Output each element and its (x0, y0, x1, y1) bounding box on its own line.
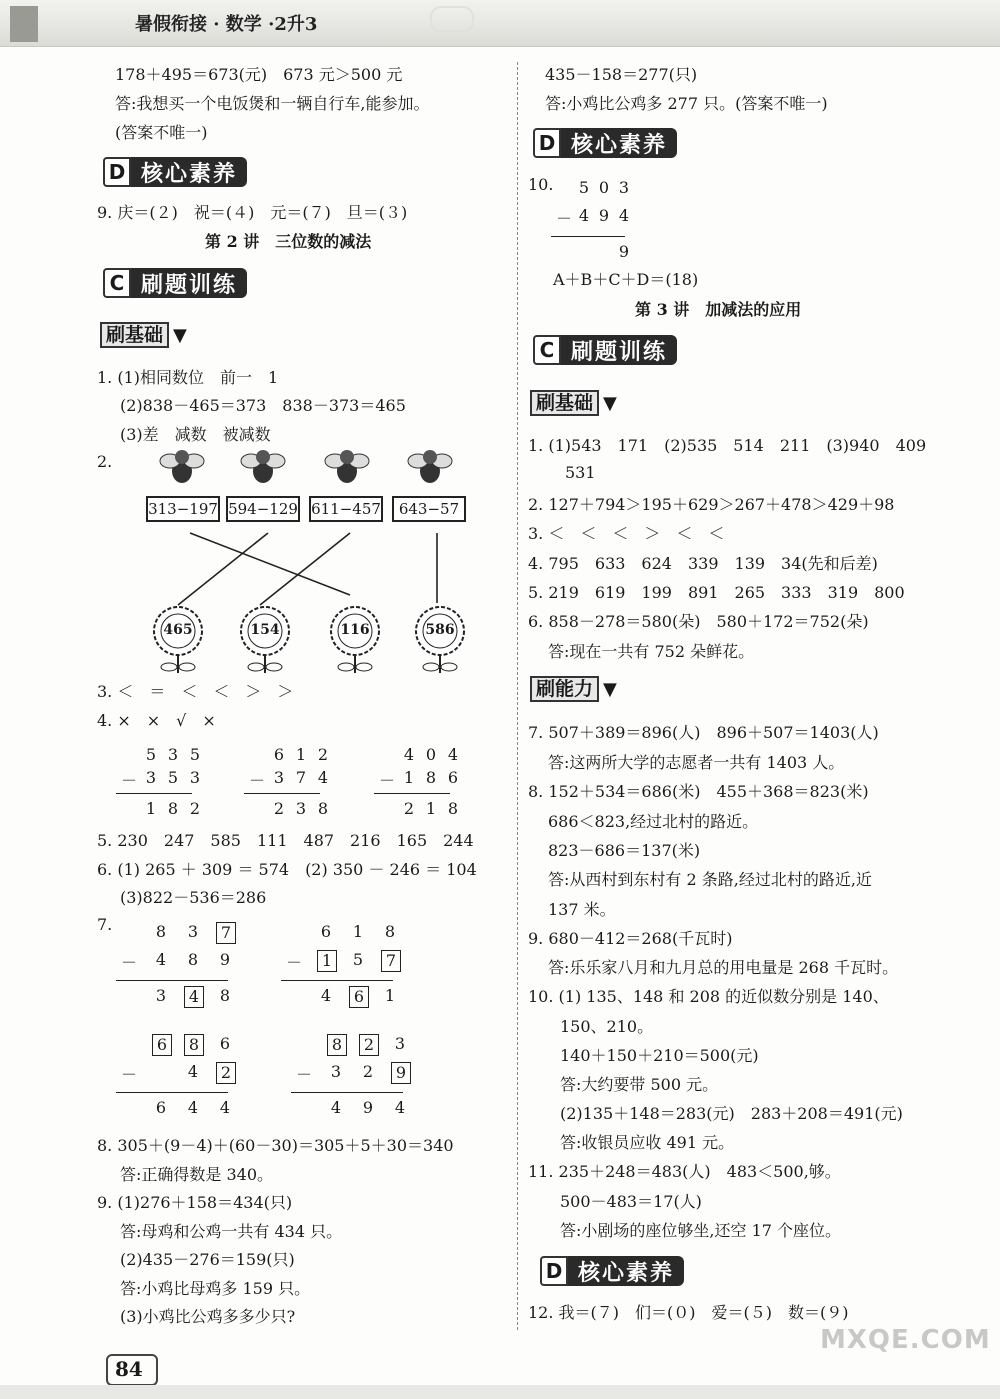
digit: 4 (578, 206, 590, 225)
answer-line: 686＜823,经过北村的路近。 (548, 812, 759, 831)
minus-sign: － (285, 953, 302, 972)
answer-line: 答:大约要带 500 元。 (560, 1075, 719, 1094)
flower-number: 116 (340, 622, 370, 638)
answer-line: 531 (565, 463, 596, 482)
digit: 6 (447, 768, 459, 787)
minus-sign: － (120, 1065, 137, 1084)
digit: 8 (219, 986, 231, 1005)
section-heading-core (540, 1256, 684, 1286)
boxed-digit: 7 (381, 950, 401, 972)
answer-line: (3)小鸡比公鸡多多少只? (120, 1307, 296, 1326)
subsection-basic (100, 322, 187, 348)
digit: 5 (578, 178, 590, 197)
boxed-digit: 8 (327, 1034, 347, 1056)
minus-sign: － (120, 771, 137, 790)
digit: 8 (167, 799, 179, 818)
result-line (291, 1092, 403, 1093)
flower-icon (154, 607, 202, 673)
result-line (281, 980, 393, 981)
expression-box: 643−57 (392, 496, 466, 522)
column-divider (517, 62, 518, 1330)
digit: 6 (155, 1098, 167, 1117)
answer-line: 8. 152＋534＝686(米) 455＋368＝823(米) (528, 782, 869, 801)
answer-line: 10. (1) 135、148 和 208 的近似数分别是 140、 (528, 987, 889, 1006)
digit: 1 (384, 986, 396, 1005)
answer-line: 答:小剧场的座位够坐,还空 17 个座位。 (560, 1221, 842, 1240)
result-line (374, 793, 450, 794)
answer-line: 答:正确得数是 340。 (120, 1165, 274, 1184)
digit: 3 (618, 178, 630, 197)
section-letter: D (533, 128, 561, 158)
question-number: 10. (528, 175, 554, 194)
digit: 5 (145, 745, 157, 764)
subsection-label: 刷基础 (100, 322, 169, 348)
digit: 3 (189, 768, 201, 787)
answer-line: 1. (1)相同数位 前一 1 (97, 368, 279, 387)
digit: 6 (320, 922, 332, 941)
answer-line: 8. 305＋(9－4)＋(60－30)＝305＋5＋30＝340 (97, 1136, 454, 1155)
boxed-digit: 6 (349, 986, 369, 1008)
boxed-digit: 4 (184, 986, 204, 1008)
section-heading-practice (533, 335, 677, 365)
flower-number: 465 (163, 622, 193, 638)
minus-sign: － (120, 953, 137, 972)
lecture-title: 第 2 讲 三位数的减法 (205, 232, 372, 251)
digit: 2 (317, 745, 329, 764)
digit: 9 (219, 950, 231, 969)
answer-line: 答:母鸡和公鸡一共有 434 只。 (120, 1222, 343, 1241)
digit: 7 (295, 768, 307, 787)
section-name: 核心素养 (568, 1256, 684, 1286)
section-name: 核心素养 (561, 128, 677, 158)
boxed-digit: 2 (216, 1062, 236, 1084)
expression-box: 594−129 (226, 496, 300, 522)
section-heading-core (103, 157, 247, 187)
flower-icons (154, 607, 464, 673)
digit: 9 (618, 242, 630, 261)
flower-icon (241, 607, 289, 673)
page-number: 84 (115, 1357, 143, 1381)
answer-line: 823－686＝137(米) (548, 841, 701, 860)
digit: 8 (317, 799, 329, 818)
result-line (551, 236, 625, 237)
section-letter: D (103, 157, 131, 187)
digit: 1 (295, 745, 307, 764)
digit: 3 (145, 768, 157, 787)
digit: 3 (295, 799, 307, 818)
result-line (116, 793, 192, 794)
result-line (116, 1092, 228, 1093)
digit: 1 (352, 922, 364, 941)
section-heading-practice (103, 268, 247, 298)
header-title: 暑假衔接 · 数学 ·2升3 (135, 14, 318, 35)
digit: 4 (317, 768, 329, 787)
minus-sign: － (295, 1065, 312, 1084)
digit: 2 (189, 799, 201, 818)
answer-line: 答:这两所大学的志愿者一共有 1403 人。 (548, 753, 845, 772)
digit: 4 (394, 1098, 406, 1117)
result-line (244, 793, 320, 794)
flower-number: 586 (425, 622, 455, 638)
question-number: 7. (97, 915, 113, 934)
header-decoration (10, 6, 38, 42)
bee-icon (325, 450, 369, 483)
digit: 4 (618, 206, 630, 225)
answer-line: (3)差 减数 被减数 (120, 425, 271, 444)
minus-sign: － (248, 771, 265, 790)
answer-line: 答:小鸡比公鸡多 277 只。(答案不唯一) (545, 94, 828, 113)
digit: 4 (320, 986, 332, 1005)
minus-sign: － (378, 771, 395, 790)
answer-line: 150、210。 (560, 1017, 654, 1036)
answer-line: 3. ＜ ＜ ＜ ＞ ＜ ＜ (528, 524, 725, 543)
digit: 4 (219, 1098, 231, 1117)
digit: 6 (273, 745, 285, 764)
subsection-label: 刷基础 (530, 390, 599, 416)
digit: 4 (155, 950, 167, 969)
answer-line: 答:我想买一个电饭煲和一辆自行车,能参加。 (115, 94, 430, 113)
triangle-down-icon: ▼ (173, 324, 187, 346)
answer-line: (3)822－536＝286 (120, 888, 267, 907)
answer-line: A＋B＋C＋D＝(18) (553, 270, 699, 289)
header-ornament (430, 6, 474, 32)
flower-icon (331, 607, 379, 673)
answer-line: 答:乐乐家八月和九月总的用电量是 268 千瓦时。 (548, 958, 899, 977)
lecture-title: 第 3 讲 加减法的应用 (635, 300, 802, 319)
section-letter: C (533, 335, 561, 365)
expression-box: 611−457 (309, 496, 383, 522)
boxed-digit: 8 (184, 1034, 204, 1056)
digit: 8 (425, 768, 437, 787)
answer-line: 1. (1)543 171 (2)535 514 211 (3)940 409 (528, 436, 927, 455)
triangle-down-icon: ▼ (603, 392, 617, 414)
digit: 3 (330, 1062, 342, 1081)
answer-line: 3. ＜ ＝ ＜ ＜ ＞ ＞ (97, 682, 294, 701)
boxed-digit: 6 (152, 1034, 172, 1056)
answer-line: (2)435－276＝159(只) (120, 1250, 295, 1269)
answer-line: (答案不唯一) (115, 123, 208, 142)
bee-icons (160, 450, 452, 483)
answer-line: 435－158＝277(只) (545, 65, 698, 84)
flower-icon (416, 607, 464, 673)
expression-box: 313−197 (146, 496, 220, 522)
answer-line: 178＋495＝673(元) 673 元＞500 元 (115, 65, 403, 84)
digit: 4 (187, 1062, 199, 1081)
digit: 5 (167, 768, 179, 787)
section-heading-core (533, 128, 677, 158)
minus-sign: － (555, 209, 572, 228)
footer-band (0, 1385, 1000, 1399)
answer-line: 11. 235＋248＝483(人) 483＜500,够。 (528, 1162, 841, 1181)
digit: 4 (187, 1098, 199, 1117)
digit: 3 (187, 922, 199, 941)
digit: 5 (352, 950, 364, 969)
digit: 1 (403, 768, 415, 787)
digit: 8 (384, 922, 396, 941)
section-name: 核心素养 (131, 157, 247, 187)
answer-line: 2. 127＋794＞195＋629＞267＋478＞429＋98 (528, 495, 895, 514)
bee-icon (241, 450, 285, 483)
boxed-digit: 2 (359, 1034, 379, 1056)
subsection-label: 刷能力 (530, 676, 599, 702)
answer-line: 答:现在一共有 752 朵鲜花。 (548, 642, 755, 661)
digit: 1 (425, 799, 437, 818)
digit: 5 (189, 745, 201, 764)
answer-line: 9. (1)276＋158＝434(只) (97, 1193, 293, 1212)
section-letter: D (540, 1256, 568, 1286)
digit: 3 (167, 745, 179, 764)
subsection-ability (530, 676, 617, 702)
digit: 2 (403, 799, 415, 818)
answer-line: 答:收银员应收 491 元。 (560, 1133, 735, 1152)
answer-line: 5. 219 619 199 891 265 333 319 800 (528, 583, 905, 602)
answer-line: (2)135＋148＝283(元) 283＋208＝491(元) (560, 1104, 903, 1123)
digit: 3 (155, 986, 167, 1005)
digit: 6 (219, 1034, 231, 1053)
digit: 9 (362, 1098, 374, 1117)
boxed-digit: 1 (317, 950, 337, 972)
bee-icon (160, 450, 204, 483)
triangle-down-icon: ▼ (603, 678, 617, 700)
digit: 4 (330, 1098, 342, 1117)
answer-line: (2)838－465＝373 838－373＝465 (120, 396, 406, 415)
digit: 0 (598, 178, 610, 197)
answer-line: 4. × × √ × (97, 711, 216, 730)
answer-line: 500－483＝17(人) (560, 1192, 702, 1211)
section-name: 刷题训练 (131, 268, 247, 298)
digit: 9 (598, 206, 610, 225)
flower-number: 154 (250, 622, 280, 638)
digit: 3 (273, 768, 285, 787)
answer-line: 答:从西村到东村有 2 条路,经过北村的路近,近 (548, 870, 872, 889)
section-name: 刷题训练 (561, 335, 677, 365)
digit: 0 (425, 745, 437, 764)
match-lines (178, 533, 437, 605)
digit: 3 (394, 1034, 406, 1053)
section-letter: C (103, 268, 131, 298)
digit: 8 (447, 799, 459, 818)
digit: 4 (403, 745, 415, 764)
answer-line: 12. 我＝(７) 们＝(０) 爱＝(５) 数＝(９) (528, 1303, 849, 1322)
answer-line: 5. 230 247 585 111 487 216 165 244 (97, 831, 474, 850)
boxed-digit: 9 (391, 1062, 411, 1084)
matching-diagram (140, 445, 480, 675)
digit: 4 (447, 745, 459, 764)
answer-line: 9. 庆＝(２) 祝＝(４) 元＝(７) 旦＝(３) (97, 203, 408, 222)
watermark: MXQE.COM (820, 1325, 991, 1355)
result-line (116, 980, 228, 981)
answer-line: 140＋150＋210＝500(元) (560, 1046, 759, 1065)
digit: 8 (155, 922, 167, 941)
answer-line: 答:小鸡比母鸡多 159 只。 (120, 1279, 311, 1298)
bee-icon (408, 450, 452, 483)
digit: 2 (273, 799, 285, 818)
digit: 8 (187, 950, 199, 969)
answer-line: 137 米。 (548, 900, 616, 919)
answer-line: 4. 795 633 624 339 139 34(先和后差) (528, 554, 878, 573)
digit: 2 (362, 1062, 374, 1081)
digit: 1 (145, 799, 157, 818)
subsection-basic (530, 390, 617, 416)
question-number: 2. (97, 452, 113, 471)
answer-line: 7. 507＋389＝896(人) 896＋507＝1403(人) (528, 723, 879, 742)
answer-line: 6. (1) 265 ＋ 309 ＝ 574 (2) 350 － 246 ＝ 104 (97, 860, 477, 879)
answer-line: 6. 858－278＝580(朵) 580＋172＝752(朵) (528, 612, 869, 631)
boxed-digit: 7 (216, 922, 236, 944)
answer-line: 9. 680－412＝268(千瓦时) (528, 929, 733, 948)
